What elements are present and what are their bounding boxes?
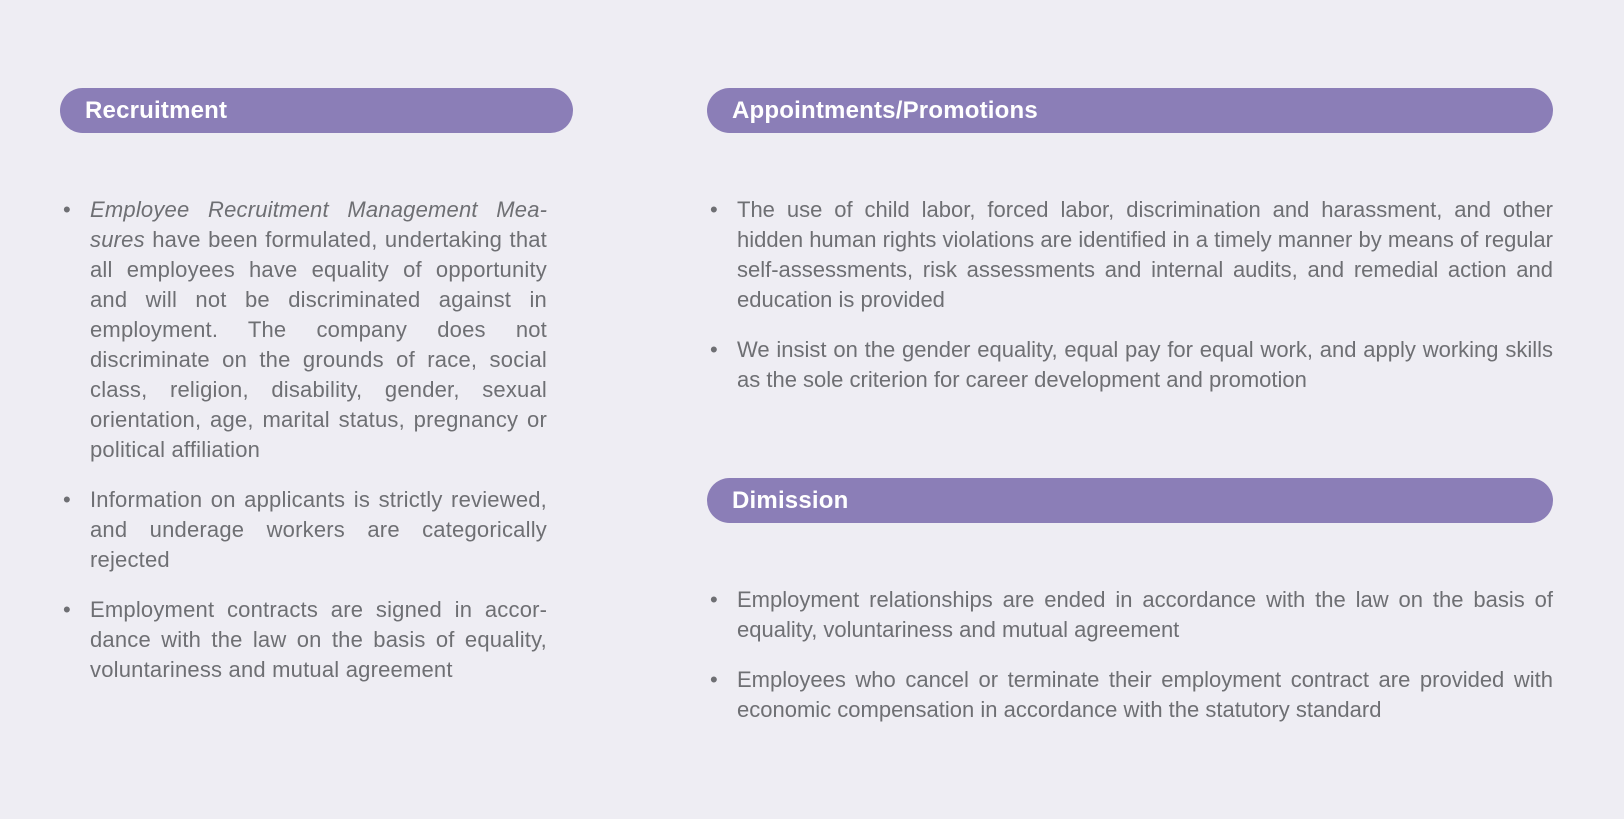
recruitment-section xyxy=(60,88,573,705)
bullet-text: Employment relationships are ended in accordance with the law on the basis of equality, voluntariness and mutual agreement xyxy=(737,587,1553,642)
bullet-icon: • xyxy=(710,587,718,612)
bullet-item xyxy=(60,485,547,575)
bullet-icon: • xyxy=(710,667,718,692)
bullet-item xyxy=(707,585,1553,645)
bullet-item xyxy=(60,595,547,685)
bullet-icon: • xyxy=(710,197,718,222)
bullet-icon: • xyxy=(63,597,71,622)
dimission-bullet-list xyxy=(707,585,1553,745)
bullet-text: Employees who cancel or terminate their employment contract are provided with economic compensation in accordance with the statutory standard xyxy=(737,667,1553,722)
bullet-item xyxy=(60,195,547,465)
bullet-text: Information on applicants is strictly reviewed, and underage workers are categorically rejected xyxy=(90,487,547,572)
bullet-text: We insist on the gender equality, equal pay for equal work, and apply working skills as the sole criterion for career development and promotion xyxy=(737,337,1553,392)
recruitment-bullet-list xyxy=(60,195,547,685)
section-header-dimission: Dimission xyxy=(707,478,1553,523)
bullet-item xyxy=(707,195,1553,315)
bullet-text: have been formulated, undertaking that all employees have equality of opportunity and will not be discriminated against in employment. The company does not discriminate on the grounds of race, social class, religion, disability, gender, sexual orientation, age, marital status, pregnancy or political affiliation xyxy=(90,227,547,462)
bullet-text: Employment contracts are signed in accordance with the law on the basis of equality, voluntariness and mutual agreement xyxy=(90,597,547,682)
bullet-icon: • xyxy=(710,337,718,362)
section-header-appointments-promotions: Appointments/Promotions xyxy=(707,88,1553,133)
right-column xyxy=(707,88,1553,722)
bullet-text-italic: Employee Recruitment Management Measures xyxy=(90,197,547,252)
bullet-icon: • xyxy=(63,197,71,222)
bullet-item xyxy=(707,335,1553,395)
section-header-recruitment: Recruitment xyxy=(60,88,573,133)
appointments-bullet-list xyxy=(707,195,1553,395)
bullet-text: The use of child labor, forced labor, discrimination and harassment, and other hidden human rights violations are identified in a timely manner by means of regular self-assessments, risk assessments and internal audits, and remedial action and education is provided xyxy=(737,197,1553,312)
bullet-item xyxy=(707,665,1553,725)
bullet-icon: • xyxy=(63,487,71,512)
